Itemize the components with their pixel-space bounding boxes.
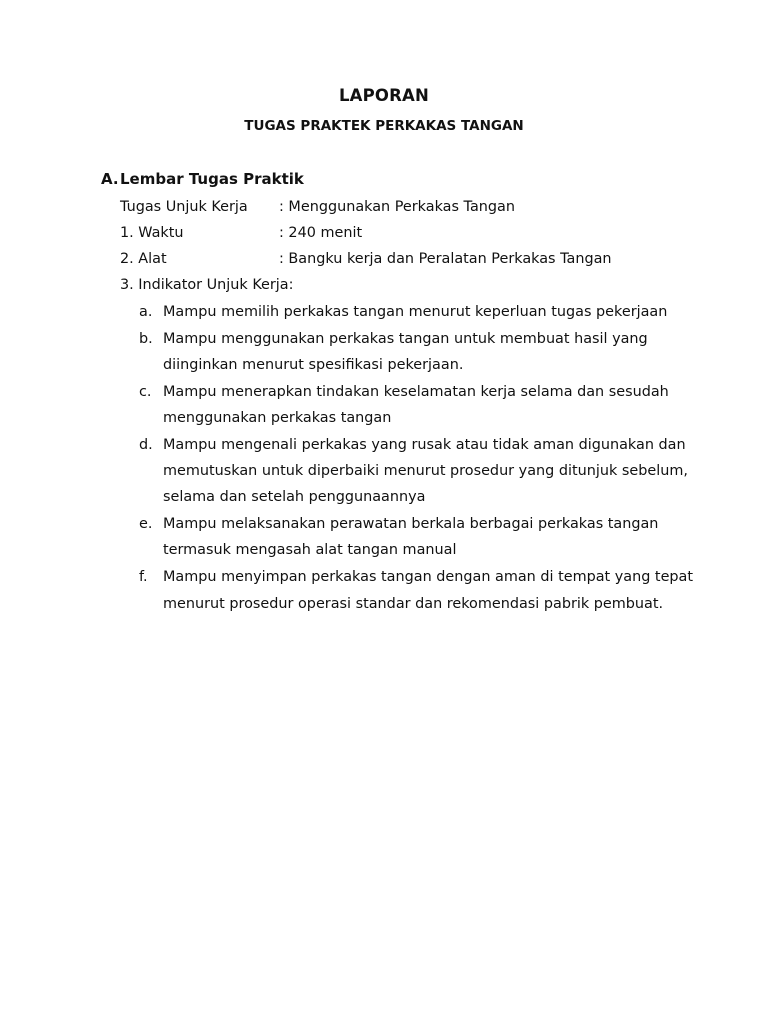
indicator-c-line-1: Mampu menerapkan tindakan keselamatan kerja selama dan sesudah	[163, 384, 669, 400]
indicator-c-line-2: menggunakan perkakas tangan	[163, 410, 392, 426]
indicator-e-line-1: Mampu melaksanakan perawatan berkala berbagai perkakas tangan	[163, 516, 659, 532]
indicator-d-line-3: selama dan setelah penggunaannya	[163, 489, 426, 505]
indicator-d-line-1: Mampu mengenali perkakas yang rusak atau tidak aman digunakan dan	[163, 437, 686, 453]
row-label-alat: 2. Alat	[120, 251, 167, 267]
row-label-tugas: Tugas Unjuk Kerja	[120, 199, 248, 215]
row-value-waktu: : 240 menit	[279, 225, 363, 241]
indicator-d-line-2: memutuskan untuk diperbaiki menurut prosedur yang ditunjuk sebelum,	[163, 463, 688, 479]
document-title: LAPORAN	[338, 86, 430, 105]
indicator-f-line-2: menurut prosedur operasi standar dan rekomendasi pabrik pembuat.	[163, 596, 664, 612]
indicator-a-line-1: Mampu memilih perkakas tangan menurut keperluan tugas pekerjaan	[163, 304, 668, 320]
row-value-alat: : Bangku kerja dan Peralatan Perkakas Tangan	[279, 251, 612, 267]
indicator-marker-c: c.	[139, 384, 152, 400]
indicator-e-line-2: termasuk mengasah alat tangan manual	[163, 542, 457, 558]
indicator-marker-f: f.	[139, 569, 148, 585]
row-label-waktu: 1. Waktu	[120, 225, 184, 241]
indicator-heading: 3. Indikator Unjuk Kerja:	[120, 277, 294, 293]
indicator-f-line-1: Mampu menyimpan perkakas tangan dengan aman di tempat yang tepat	[163, 569, 694, 585]
indicator-b-line-2: diinginkan menurut spesifikasi pekerjaan.	[163, 357, 464, 373]
indicator-b-line-1: Mampu menggunakan perkakas tangan untuk membuat hasil yang	[163, 331, 648, 347]
row-value-tugas: : Menggunakan Perkakas Tangan	[279, 199, 515, 215]
indicator-marker-b: b.	[139, 331, 153, 347]
indicator-marker-a: a.	[139, 304, 153, 320]
indicator-marker-e: e.	[139, 516, 153, 532]
indicator-marker-d: d.	[139, 437, 153, 453]
section-a-heading	[101, 170, 304, 188]
document-subtitle: TUGAS PRAKTEK PERKAKAS TANGAN	[244, 118, 524, 134]
section-a-title: Lembar Tugas Praktik	[120, 170, 304, 188]
section-a-marker: A.	[101, 170, 119, 188]
